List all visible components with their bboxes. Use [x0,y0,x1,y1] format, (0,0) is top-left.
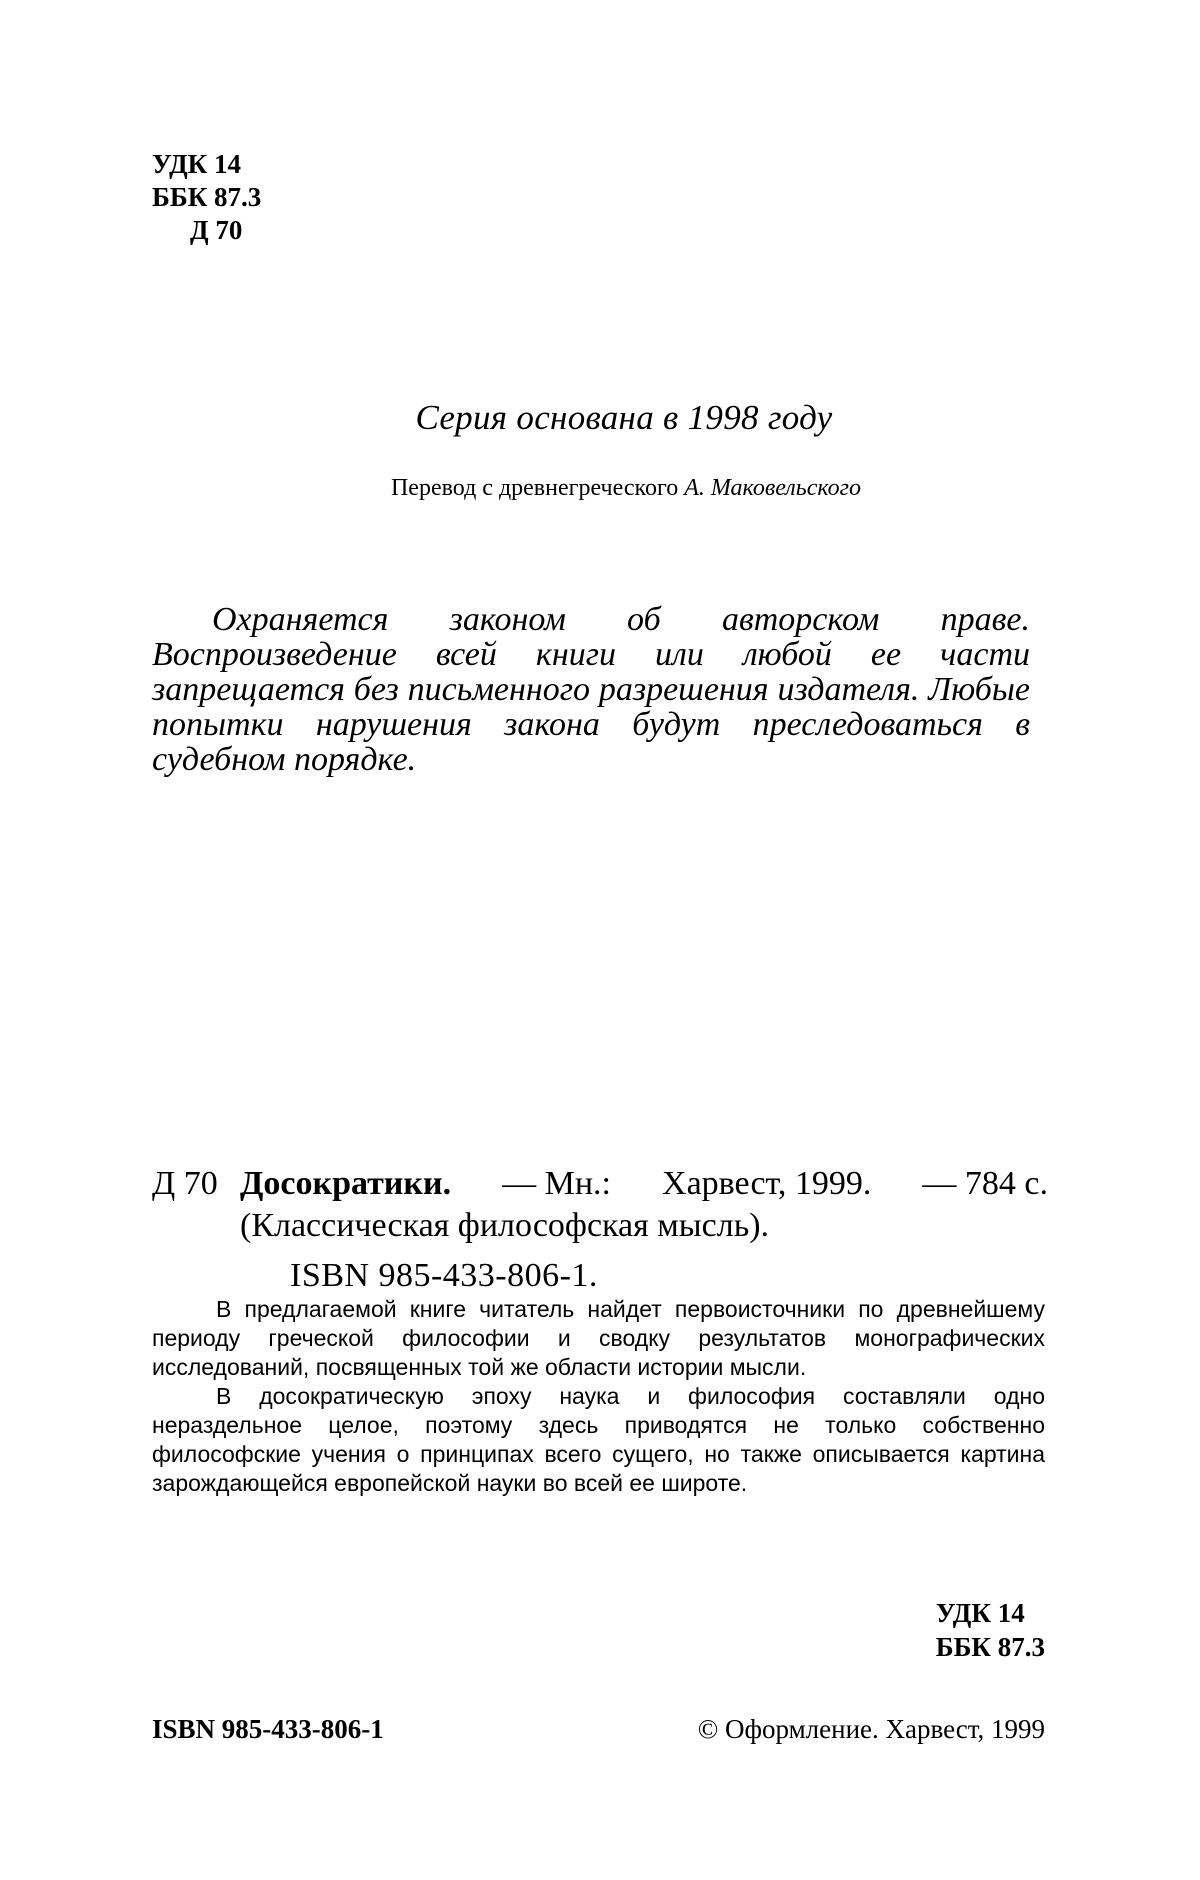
footer-isbn: ISBN 985-433-806-1 [152,1714,384,1744]
bbk-code: ББК 87.3 [935,1632,1045,1662]
udk-code: УДК 14 [152,149,241,179]
book-title: Досократики. [240,1165,452,1202]
series-note-text: Серия основана в 1998 году [415,398,833,437]
copyright-warning: Охраняется законом об авторском праве. Воспроизведение всей книги или любой ее части запрещается без письменного разрешения издателя. Любые попытки нарушения закона будут преследоваться в судебном порядке. [152,601,1030,778]
translation-prefix: Перевод с древнегреческого [390,475,679,501]
annotation [152,1295,1045,1498]
imprint-publisher: Харвест, 1999. [662,1165,872,1202]
translation-credit [0,475,1200,502]
series-note [0,398,1200,438]
classification-block-top [152,148,261,247]
catalog-code: Д 70 [152,1165,218,1202]
udk-code: УДК 14 [935,1598,1025,1628]
catalog-isbn: ISBN 985-433-806-1. [290,1257,598,1294]
translator-name: А. Маковельского [684,475,862,501]
page-count: — 784 с. [922,1165,1048,1202]
bbk-code: ББК 87.3 [152,182,262,212]
author-code: Д 70 [190,215,243,245]
imprint-place: — Мн.: [502,1165,611,1202]
classification-block-bottom [936,1596,1045,1664]
footer-copyright: © Оформление. Харвест, 1999 [697,1714,1045,1744]
catalog-entry [240,1163,1048,1297]
series-name: (Классическая философская мысль). [240,1207,770,1244]
annotation-paragraph: В досократическую эпоху наука и философия составляли одно нераздельное целое, поэтому здесь приводятся не только собственно философские учения о принципах всего сущего, но также описывается картина зарождающейся европейской науки во всей ее широте. [152,1383,1045,1496]
annotation-paragraph: В предлагаемой книге читатель найдет первоисточники по древнейшему периоду греческой философии и сводку результатов монографических исследований, посвященных той же области истории мысли. [152,1296,1045,1380]
